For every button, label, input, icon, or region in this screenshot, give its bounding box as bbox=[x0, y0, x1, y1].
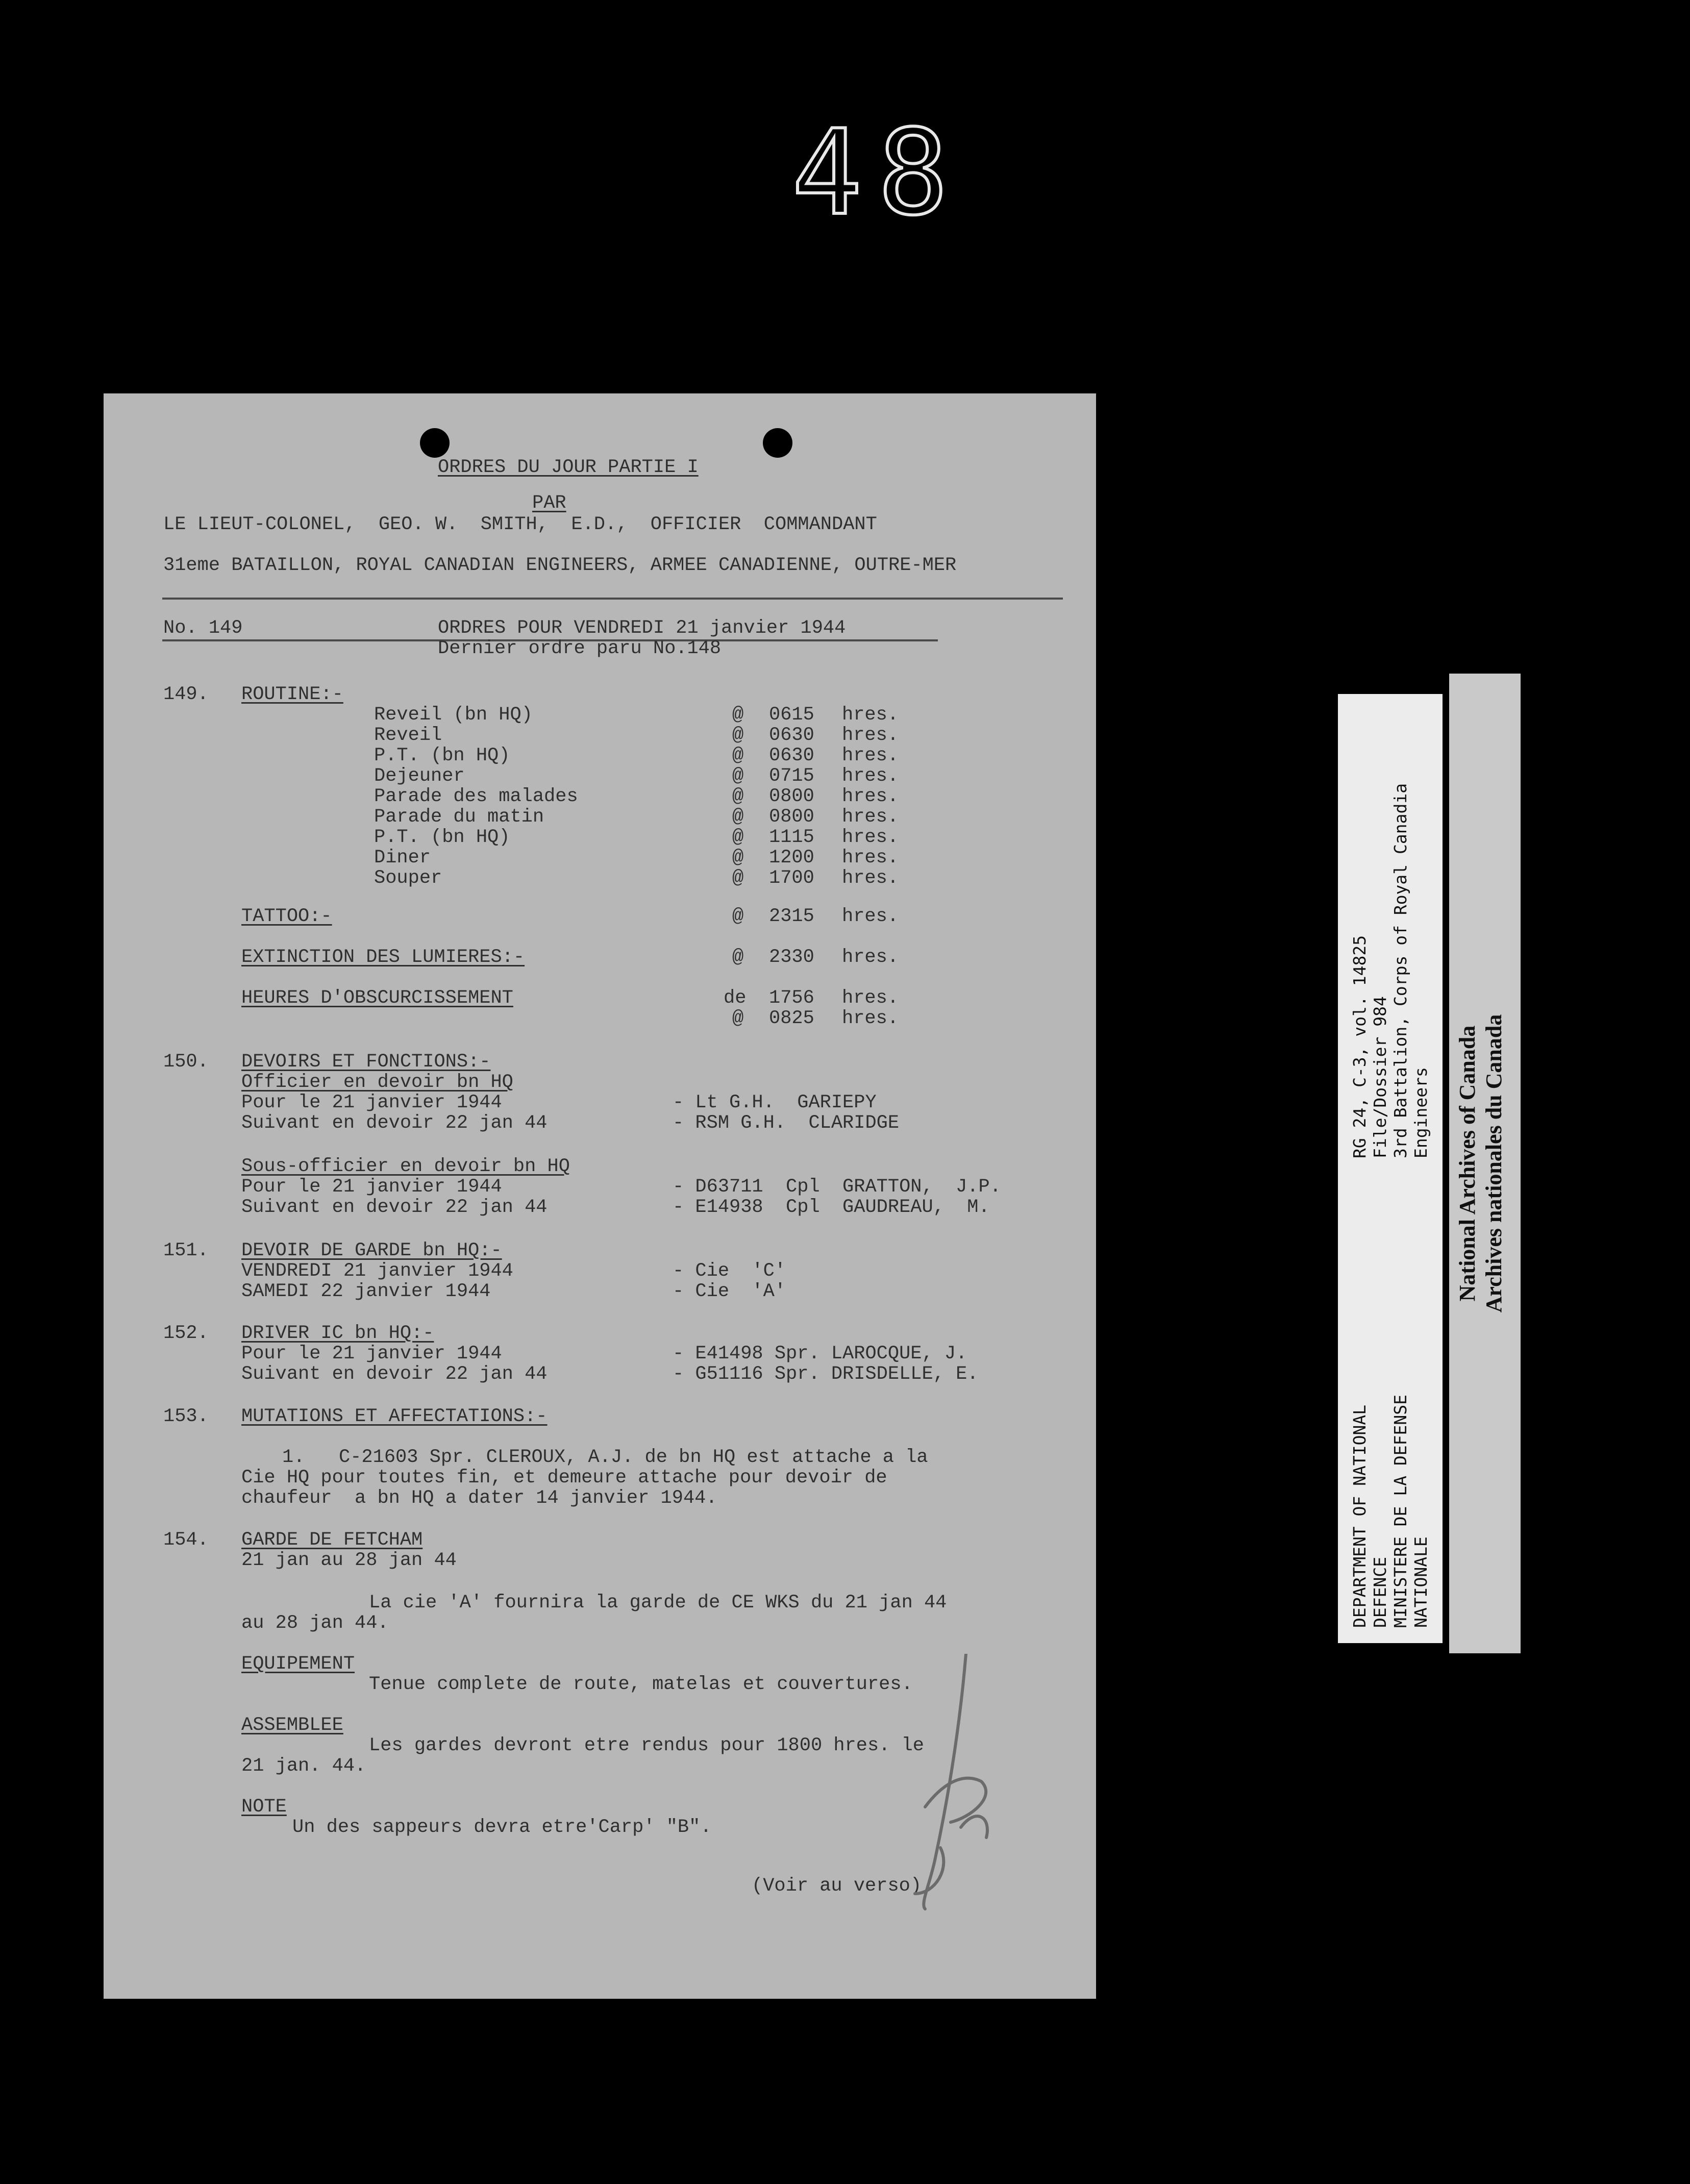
obscur-unit2: hres. bbox=[842, 1008, 899, 1029]
guard-dates: 21 jan au 28 jan 44 bbox=[241, 1550, 457, 1571]
section-number: 152. bbox=[163, 1323, 209, 1344]
routine-at: @ bbox=[732, 847, 744, 868]
section-heading: DRIVER IC bn HQ:- bbox=[241, 1323, 434, 1344]
routine-at: @ bbox=[732, 745, 744, 766]
guard-date: VENDREDI 21 janvier 1944 bbox=[241, 1260, 513, 1282]
extinction-at: @ bbox=[732, 947, 744, 968]
tattoo-label: TATTOO:- bbox=[241, 906, 332, 927]
duty-person: - RSM G.H. CLARIDGE bbox=[673, 1112, 900, 1134]
verso-footer: (Voir au verso) bbox=[752, 1875, 922, 1897]
guard-date: SAMEDI 22 janvier 1944 bbox=[241, 1281, 491, 1302]
obscur-time2: 0825 bbox=[769, 1008, 814, 1029]
issuer-line: LE LIEUT-COLONEL, GEO. W. SMITH, E.D., OFFICIER COMMANDANT bbox=[163, 514, 877, 535]
stamp-french: Archives nationales du Canada bbox=[1481, 1014, 1506, 1313]
punch-hole-left bbox=[420, 428, 450, 458]
routine-unit: hres. bbox=[842, 827, 899, 848]
ref-line: 3rd Battalion, Corps of Royal Canadia bbox=[1390, 783, 1410, 1158]
tattoo-unit: hres. bbox=[842, 906, 899, 927]
punch-hole-right bbox=[763, 428, 792, 458]
routine-label: Diner bbox=[374, 847, 431, 868]
routine-unit: hres. bbox=[842, 765, 899, 787]
routine-unit: hres. bbox=[842, 725, 899, 746]
section-heading: GARDE DE FETCHAM bbox=[241, 1529, 423, 1551]
tattoo-at: @ bbox=[732, 906, 744, 927]
paragraph-line: Cie HQ pour toutes fin, et demeure attache pour devoir de bbox=[241, 1467, 887, 1488]
driver-person: - E41498 Spr. LAROCQUE, J. bbox=[673, 1343, 967, 1364]
section-heading: DEVOIRS ET FONCTIONS:- bbox=[241, 1051, 491, 1073]
obscur-at1: de bbox=[724, 987, 747, 1009]
subheading: Officier en devoir bn HQ bbox=[241, 1072, 513, 1093]
section-number: 149. bbox=[163, 684, 209, 705]
duty-date: Pour le 21 janvier 1944 bbox=[241, 1092, 502, 1113]
section-heading: ROUTINE:- bbox=[241, 684, 343, 705]
document-title: ORDRES DU JOUR PARTIE I bbox=[438, 457, 699, 478]
duty-person: - E14938 Cpl GAUDREAU, M. bbox=[673, 1197, 990, 1218]
tattoo-time: 2315 bbox=[769, 906, 814, 927]
routine-time: 0800 bbox=[769, 786, 814, 807]
routine-at: @ bbox=[732, 786, 744, 807]
routine-at: @ bbox=[732, 704, 744, 726]
routine-at: @ bbox=[732, 765, 744, 787]
stamp-english: National Archives of Canada bbox=[1455, 1025, 1480, 1302]
national-archives-stamp bbox=[1449, 674, 1521, 1653]
dept-line: NATIONALE bbox=[1410, 1536, 1431, 1628]
routine-at: @ bbox=[732, 827, 744, 848]
extinction-unit: hres. bbox=[842, 947, 899, 968]
routine-unit: hres. bbox=[842, 745, 899, 766]
routine-unit: hres. bbox=[842, 704, 899, 726]
ref-line: RG 24, C-3, vol. 14825 bbox=[1349, 935, 1370, 1158]
assembly-label: ASSEMBLEE bbox=[241, 1715, 343, 1736]
header-rule bbox=[162, 598, 1063, 600]
driver-person: - G51116 Spr. DRISDELLE, E. bbox=[673, 1363, 979, 1385]
section-number: 150. bbox=[163, 1051, 209, 1073]
paragraph-line: 1. C-21603 Spr. CLEROUX, A.J. de bn HQ est attache a la bbox=[282, 1447, 928, 1468]
routine-at: @ bbox=[732, 806, 744, 828]
extinction-label: EXTINCTION DES LUMIERES:- bbox=[241, 947, 525, 968]
equipment-label: EQUIPEMENT bbox=[241, 1653, 355, 1675]
ref-line: Engineers bbox=[1410, 1067, 1431, 1158]
section-number: 154. bbox=[163, 1529, 209, 1551]
order-number: No. 149 bbox=[163, 617, 243, 639]
routine-label: Dejeuner bbox=[374, 765, 465, 787]
paragraph-line: La cie 'A' fournira la garde de CE WKS du 21 jan 44 bbox=[369, 1592, 947, 1614]
driver-date: Suivant en devoir 22 jan 44 bbox=[241, 1363, 548, 1385]
note-label: NOTE bbox=[241, 1796, 287, 1818]
routine-time: 0630 bbox=[769, 725, 814, 746]
duty-person: - D63711 Cpl GRATTON, J.P. bbox=[673, 1176, 1001, 1198]
guard-company: - Cie 'A' bbox=[673, 1281, 786, 1302]
routine-label: Reveil bbox=[374, 725, 442, 746]
duty-person: - Lt G.H. GARIEPY bbox=[673, 1092, 877, 1113]
frame-number: 48 bbox=[791, 105, 964, 241]
routine-time: 1700 bbox=[769, 867, 814, 889]
driver-date: Pour le 21 janvier 1944 bbox=[241, 1343, 502, 1364]
duty-date: Suivant en devoir 22 jan 44 bbox=[241, 1112, 548, 1134]
routine-at: @ bbox=[732, 867, 744, 889]
section-number: 153. bbox=[163, 1406, 209, 1427]
routine-time: 0615 bbox=[769, 704, 814, 726]
last-order: Dernier ordre paru No.148 bbox=[438, 638, 722, 659]
ref-line: File/Dossier 984 bbox=[1370, 996, 1390, 1158]
extinction-time: 2330 bbox=[769, 947, 814, 968]
routine-unit: hres. bbox=[842, 847, 899, 868]
routine-unit: hres. bbox=[842, 867, 899, 889]
dept-line: DEFENCE bbox=[1370, 1556, 1390, 1628]
routine-time: 0715 bbox=[769, 765, 814, 787]
routine-label: Parade des malades bbox=[374, 786, 578, 807]
routine-time: 0800 bbox=[769, 806, 814, 828]
routine-time: 1200 bbox=[769, 847, 814, 868]
section-heading: DEVOIR DE GARDE bn HQ:- bbox=[241, 1240, 502, 1261]
obscur-time1: 1756 bbox=[769, 987, 814, 1009]
paragraph-line: chaufeur a bn HQ a dater 14 janvier 1944. bbox=[241, 1487, 717, 1509]
order-for: ORDRES POUR VENDREDI 21 janvier 1944 bbox=[438, 617, 846, 639]
routine-time: 1115 bbox=[769, 827, 814, 848]
duty-date: Pour le 21 janvier 1944 bbox=[241, 1176, 502, 1198]
guard-company: - Cie 'C' bbox=[673, 1260, 786, 1282]
routine-label: Reveil (bn HQ) bbox=[374, 704, 533, 726]
assembly-text: Les gardes devront etre rendus pour 1800 hres. le bbox=[369, 1735, 924, 1756]
routine-label: Parade du matin bbox=[374, 806, 544, 828]
routine-label: Souper bbox=[374, 867, 442, 889]
obscur-label: HEURES D'OBSCURCISSEMENT bbox=[241, 987, 513, 1009]
routine-unit: hres. bbox=[842, 786, 899, 807]
obscur-unit1: hres. bbox=[842, 987, 899, 1009]
archive-reference-label bbox=[1338, 694, 1443, 1643]
routine-label: P.T. (bn HQ) bbox=[374, 745, 510, 766]
subheading: Sous-officier en devoir bn HQ bbox=[241, 1156, 570, 1177]
note-text: Un des sappeurs devra etre'Carp' "B". bbox=[292, 1817, 712, 1838]
signature-mark bbox=[905, 1654, 1007, 1919]
routine-time: 0630 bbox=[769, 745, 814, 766]
equipment-text: Tenue complete de route, matelas et couvertures. bbox=[369, 1674, 913, 1695]
document-sheet bbox=[104, 393, 1096, 1999]
section-number: 151. bbox=[163, 1240, 209, 1261]
routine-unit: hres. bbox=[842, 806, 899, 828]
routine-at: @ bbox=[732, 725, 744, 746]
assembly-text: 21 jan. 44. bbox=[241, 1755, 366, 1777]
dept-line: MINISTERE DE LA DEFENSE bbox=[1390, 1395, 1410, 1628]
paragraph-line: au 28 jan 44. bbox=[241, 1612, 389, 1634]
par-line: PAR bbox=[532, 492, 566, 514]
dept-line: DEPARTMENT OF NATIONAL bbox=[1349, 1404, 1370, 1628]
unit-line: 31eme BATAILLON, ROYAL CANADIAN ENGINEERS, ARMEE CANADIENNE, OUTRE-MER bbox=[163, 555, 957, 576]
duty-date: Suivant en devoir 22 jan 44 bbox=[241, 1197, 548, 1218]
routine-label: P.T. (bn HQ) bbox=[374, 827, 510, 848]
obscur-at2: @ bbox=[732, 1008, 744, 1029]
section-heading: MUTATIONS ET AFFECTATIONS:- bbox=[241, 1406, 548, 1427]
